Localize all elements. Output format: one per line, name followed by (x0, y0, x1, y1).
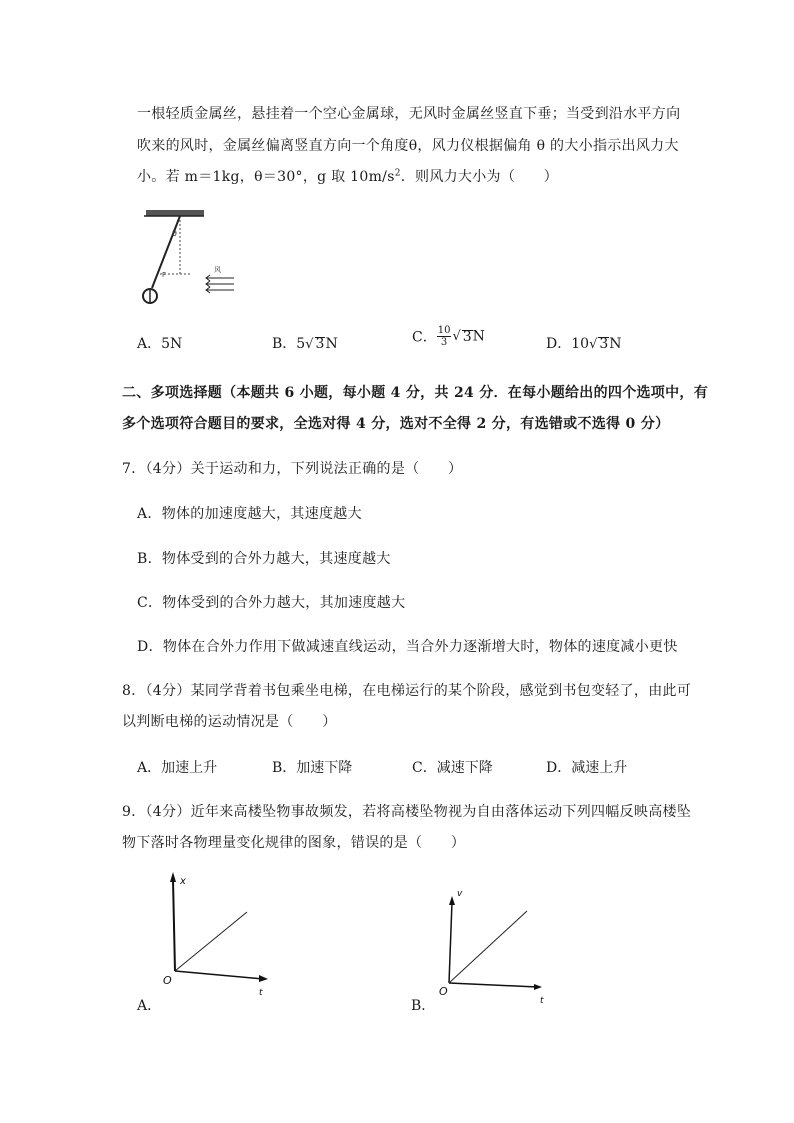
q8-option-a[interactable]: A．加速上升 (137, 760, 218, 776)
q6-option-d[interactable] (546, 333, 622, 353)
graph-b-x-arrowhead (534, 984, 542, 990)
q9-graph-a-caption[interactable]: A． (137, 998, 162, 1014)
q6-option-c-numerator: 10 (437, 325, 451, 336)
graph-b-y-label: v (457, 889, 463, 899)
q6-option-d-coef: 10 (571, 336, 590, 352)
q6-text-line3-b: ．则风力大小为（ ） (400, 169, 559, 185)
q9-stem-line1: 9．（4分）近年来高楼坠物事故频发，若将高楼坠物视为自由落体运动下列四幅反映高楼坠 (122, 804, 692, 820)
q6-text-line3 (137, 166, 558, 186)
graph-b-y-axis (449, 902, 452, 983)
graph-b-x-label: t (540, 996, 544, 1006)
q9-stem-line2: 物下落时各物理量变化规律的图象，错误的是（ ） (122, 835, 466, 851)
q8-option-d[interactable]: D．减速上升 (546, 760, 628, 776)
angle-label: θ (172, 229, 177, 238)
q6-option-c-denominator: 3 (440, 337, 448, 348)
q6-option-c-fraction (437, 325, 452, 348)
q6-text-line1: 一根轻质金属丝，悬挂着一个空心金属球，无风时金属丝竖直下垂；当受到沿水平方向 (137, 106, 681, 122)
ceiling-bar (146, 210, 204, 216)
radical-sign: √ (589, 337, 598, 352)
q9-graph-b (425, 878, 555, 1008)
q6-option-c[interactable] (412, 325, 485, 348)
force-label: F (162, 271, 167, 279)
q8-stem-line2: 以判断电梯的运动情况是（ ） (122, 714, 337, 730)
radical-sign: √ (305, 337, 314, 352)
q8-option-b[interactable]: B．加速下降 (272, 760, 353, 776)
q8-option-c[interactable]: C．减速下降 (412, 760, 493, 776)
graph-b-y-arrowhead (449, 896, 455, 905)
graph-b-line (449, 911, 527, 983)
graph-a-origin: O (163, 974, 172, 987)
q6-option-c-radicand: 3 (462, 328, 472, 345)
graph-a-y-arrowhead (170, 872, 176, 882)
q9-graph-b-caption[interactable]: B． (411, 998, 436, 1014)
q6-option-d-label: D． (546, 336, 572, 352)
q9-graph-a (155, 868, 280, 1003)
q6-text-line3-a: 小。若 m＝1kg，θ＝30°，g 取 10m/s (137, 169, 395, 185)
q6-option-c-unit: N (472, 328, 485, 345)
q7-option-a[interactable]: A．物体的加速度越大，其速度越大 (137, 506, 362, 522)
q7-option-c[interactable]: C．物体受到的合外力越大，其加速度越大 (137, 595, 406, 611)
q6-text-line2: 吹来的风时，金属丝偏离竖直方向一个角度θ，风力仪根据偏角 θ 的大小指示出风力大 (137, 138, 679, 154)
q6-option-d-unit: N (609, 336, 622, 352)
graph-a-y-axis (173, 880, 175, 971)
graph-a-x-label: t (259, 988, 263, 998)
q7-option-b[interactable]: B．物体受到的合外力越大，其速度越大 (137, 551, 391, 567)
q6-option-b-label: B． (272, 336, 297, 352)
q6-option-a-label: A． (137, 336, 162, 352)
q7-option-d[interactable]: D．物体在合外力作用下做减速直线运动，当合外力逐渐增大时，物体的速度减小更快 (137, 639, 678, 655)
q6-option-b[interactable] (272, 333, 338, 353)
q6-option-c-label: C． (412, 329, 437, 346)
graph-a-line (175, 912, 247, 971)
q6-pendulum-figure (138, 206, 248, 306)
q6-option-d-radicand: 3 (599, 336, 609, 352)
section2-heading-line2: 多个选项符合题目的要求，全选对得 4 分，选对不全得 2 分，有选错或不选得 0 分） (122, 416, 670, 432)
radical-sign: √ (452, 329, 461, 344)
q6-option-a[interactable] (137, 333, 182, 353)
q8-stem-line1: 8．（4分）某同学背着书包乘坐电梯，在电梯运行的某个阶段，感觉到书包变轻了，由此可 (122, 683, 692, 699)
q6-exponent: 2 (394, 168, 401, 179)
q6-option-a-value: 5N (161, 336, 183, 352)
q6-option-b-radicand: 3 (315, 336, 325, 352)
graph-a-x-axis (175, 971, 263, 979)
graph-a-x-arrowhead (259, 975, 268, 982)
graph-b-origin: O (439, 985, 448, 998)
wind-label: 风 (214, 266, 221, 274)
q7-stem: 7．（4分）关于运动和力，下列说法正确的是（ ） (122, 461, 463, 477)
graph-b-x-axis (449, 983, 537, 987)
q6-option-b-unit: N (325, 336, 338, 352)
graph-a-y-label: x (180, 876, 186, 887)
q6-option-b-coef: 5 (296, 336, 306, 352)
section2-heading-line1: 二、多项选择题（本题共 6 小题，每小题 4 分，共 24 分．在每小题给出的四个选项中，有 (122, 385, 709, 401)
